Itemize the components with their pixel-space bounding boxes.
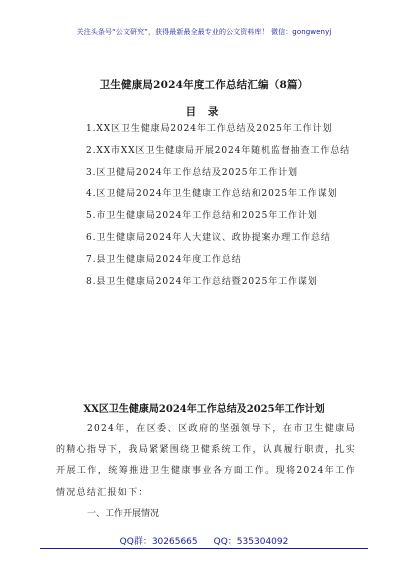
qq-number: QQ：535304092: [213, 537, 289, 547]
subheading: 一、工作开展情况: [87, 508, 160, 519]
section-body: [56, 419, 356, 525]
footer-divider: [40, 548, 368, 549]
contact-footer: [0, 534, 408, 547]
toc-item: 3.区卫健局2024年工作总结及2025年工作计划: [86, 167, 298, 178]
document-title: 卫生健康局2024年度工作总结汇编（8篇）: [99, 79, 309, 91]
section-title: XX区卫生健康局2024年工作总结及2025年工作计划: [83, 404, 325, 415]
toc-heading: 目 录: [185, 106, 223, 118]
toc-item: 5.市卫生健康局2024年工作总结和2025年工作计划: [86, 211, 318, 222]
toc-item: 2.XX市XX区卫生健康局开展2024年随机监督抽查工作总结: [86, 145, 351, 156]
table-of-contents: [56, 119, 356, 293]
toc-item: 1.XX区卫生健康局2024年工作总结及2025年工作计划: [86, 124, 333, 134]
toc-item: 8.县卫生健康局2024年工作总结暨2025年工作谋划: [86, 276, 318, 287]
toc-item: 4.区卫健局2024年卫生健康工作总结和2025年工作谋划: [86, 189, 338, 200]
body-paragraph: 2024年，在区委、区政府的坚强领导下，在市卫生健康局的精心指导下，我局紧紧围绕卫健系统工作，认真履行职责，扎实开展工作，统筹推进卫生健康事业各方面工作。现将2024年工作情况总结汇报如下：: [56, 424, 356, 498]
toc-item: 6.卫生健康局2024年人大建议、政协提案办理工作总结: [86, 232, 331, 243]
toc-item: 7.县卫生健康局2024年度工作总结: [86, 254, 242, 265]
promo-banner: 关注头条号“公文研究”，获得最新最全最专业的公文资料库！ 微信：gongwenyj: [76, 28, 332, 36]
qq-group-number: QQ群：30265665: [119, 537, 198, 547]
